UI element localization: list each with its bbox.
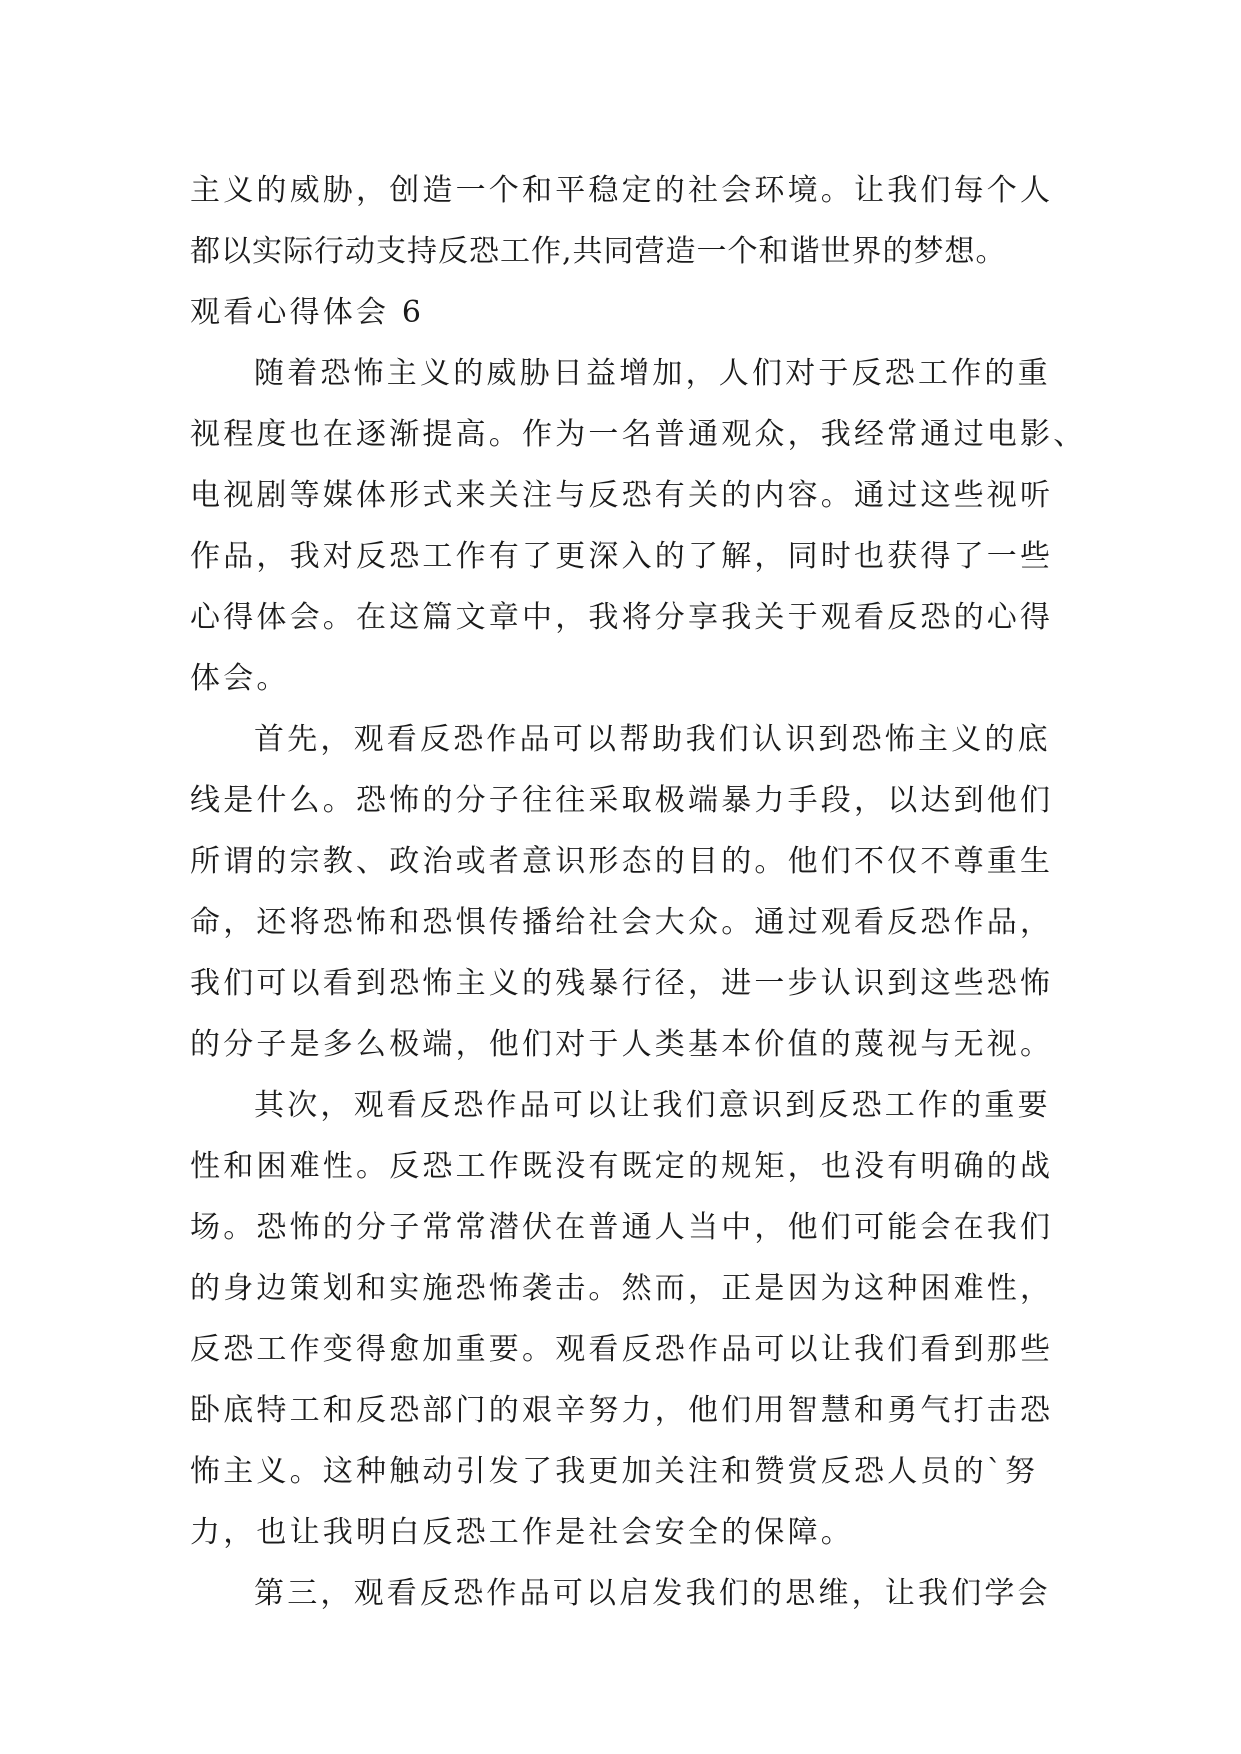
body-line: 的分子是多么极端，他们对于人类基本价值的蔑视与无视。	[190, 1027, 1054, 1062]
body-line: 场。恐怖的分子常常潜伏在普通人当中，他们可能会在我们	[190, 1210, 1054, 1245]
body-line: 性和困难性。反恐工作既没有既定的规矩，也没有明确的战	[190, 1149, 1054, 1184]
body-line: 线是什么。恐怖的分子往往采取极端暴力手段，以达到他们	[190, 783, 1054, 818]
body-line: 视程度也在逐渐提高。作为一名普通观众，我经常通过电影、	[190, 417, 1087, 452]
body-line: 的身边策划和实施恐怖袭击。然而，正是因为这种困难性，	[190, 1271, 1054, 1306]
section-heading: 观看心得体会 6	[190, 295, 425, 330]
body-line: 反恐工作变得愈加重要。观看反恐作品可以让我们看到那些	[190, 1332, 1054, 1367]
paragraph-first-line: 第三，观看反恐作品可以启发我们的思维，让我们学会	[254, 1576, 1051, 1611]
body-line: 体会。	[190, 661, 290, 696]
paragraph-first-line: 其次，观看反恐作品可以让我们意识到反恐工作的重要	[254, 1088, 1051, 1123]
document-body	[190, 160, 1090, 1624]
body-line: 电视剧等媒体形式来关注与反恐有关的内容。通过这些视听	[190, 478, 1054, 513]
body-line: 命，还将恐怖和恐惧传播给社会大众。通过观看反恐作品，	[190, 905, 1054, 940]
body-line: 我们可以看到恐怖主义的残暴行径，进一步认识到这些恐怖	[190, 966, 1054, 1001]
body-line: 心得体会。在这篇文章中，我将分享我关于观看反恐的心得	[190, 600, 1054, 635]
body-line: 怖主义。这种触动引发了我更加关注和赞赏反恐人员的`努	[190, 1454, 1039, 1489]
body-line: 都以实际行动支持反恐工作,共同营造一个和谐世界的梦想。	[190, 234, 1007, 269]
body-line: 主义的威胁，创造一个和平稳定的社会环境。让我们每个人	[190, 173, 1054, 208]
body-line: 作品，我对反恐工作有了更深入的了解，同时也获得了一些	[190, 539, 1054, 574]
body-line: 卧底特工和反恐部门的艰辛努力，他们用智慧和勇气打击恐	[190, 1393, 1054, 1428]
body-line: 力，也让我明白反恐工作是社会安全的保障。	[190, 1515, 854, 1550]
paragraph-first-line: 随着恐怖主义的威胁日益增加，人们对于反恐工作的重	[254, 356, 1051, 391]
body-line: 所谓的宗教、政治或者意识形态的目的。他们不仅不尊重生	[190, 844, 1054, 879]
paragraph-first-line: 首先，观看反恐作品可以帮助我们认识到恐怖主义的底	[254, 722, 1051, 757]
